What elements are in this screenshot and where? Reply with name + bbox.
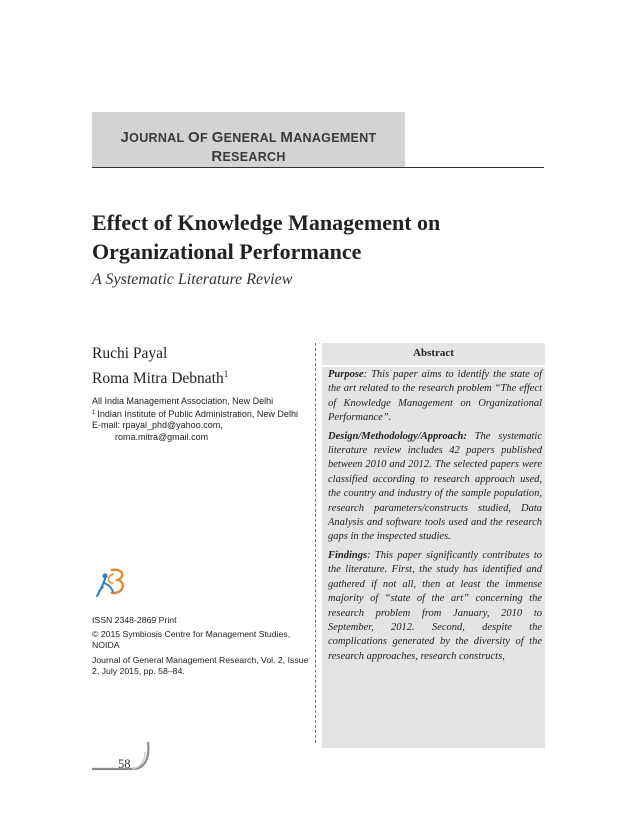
abstract-findings: Findings: This paper significantly contributes to the literature. First, the study has identified and gathered if not all, then at least the immense majority of “state of the art” concerning the research problem from January, 2010 to September, 2012. Second, despite the complications generated by the diversity of the research approaches, research constructs, [328, 549, 542, 662]
journal-name-text-2: RESEARCH [211, 148, 286, 165]
article-title: Effect of Knowledge Management on Organizational Performance [92, 210, 441, 264]
abstract-box [322, 343, 545, 748]
column-divider [315, 343, 316, 743]
email-line-1: E-mail: rpayal_phd@yahoo.com, [92, 420, 223, 430]
abstract-body [328, 368, 542, 668]
abstract-purpose: Purpose: This paper aims to identify the state of the art related to the research problem “The effect of Knowledge Management on Organizational Performance”. [328, 369, 542, 424]
journal-name-box [92, 112, 405, 168]
affiliations [92, 396, 312, 443]
abstract-heading-rule [322, 365, 545, 367]
affiliation-1: All India Management Association, New Delhi [92, 396, 274, 406]
journal-name-line2 [92, 148, 405, 165]
author-name: Roma Mitra Debnath$^1$ [92, 369, 229, 387]
citation: Journal of General Management Research, Vol. 2, Issue 2, July 2015, pp. 58–84. [92, 654, 309, 676]
author-list [92, 343, 228, 389]
journal-name-line1 [92, 129, 405, 146]
abstract-heading: Abstract [413, 347, 454, 359]
symbiosis-logo-icon [92, 566, 130, 602]
author-name: Ruchi Payal [92, 345, 168, 362]
article-subtitle: A Systematic Literature Review [92, 271, 293, 288]
affiliation-2: $^1$ Indian Institute of Public Administration, New Delhi [92, 408, 298, 419]
affiliation-mark: 1 [223, 369, 229, 379]
abstract-design: Design/Methodology/Approach: The systematic literature review includes 42 papers published between 2010 and 2012. The selected papers were classified according to research approach used, the country and industry of the sample population, research parameters/constructs studied, Data Analysis and software tools used and the research gaps in the inspected studies. [328, 430, 542, 543]
publication-info [92, 615, 317, 680]
journal-name-text: JOURNAL OF GENERAL MANAGEMENT [120, 129, 377, 146]
issn: ISSN 2348-2869 Print [92, 615, 177, 625]
copyright: © 2015 Symbiosis Centre for Management Studies, NOIDA [92, 629, 291, 651]
journal-header-rule [92, 167, 544, 168]
page-number: 58 [118, 757, 131, 771]
email-line-2: roma.mitra@gmail.com [115, 431, 209, 442]
